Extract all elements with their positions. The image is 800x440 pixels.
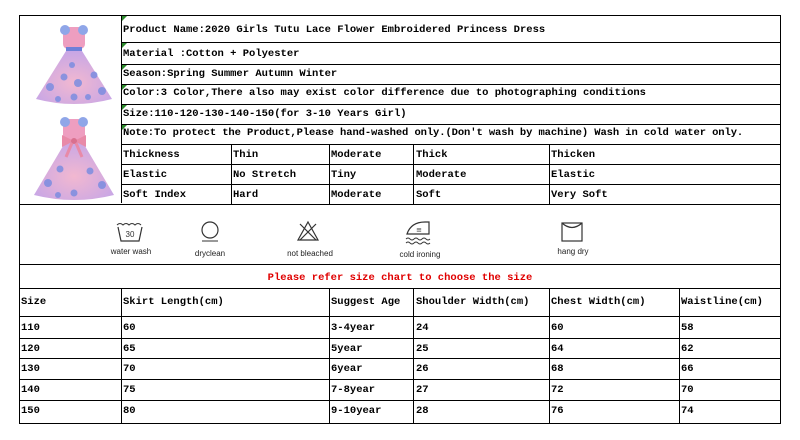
prop-soft-hard: Hard [233, 189, 259, 201]
product-note: Note:To protect the Product,Please hand-washed only.(Don't wash by machine) Wash in cold water only. [123, 127, 744, 139]
corner-mark [122, 16, 127, 21]
size-chart-notice: Please refer size chart to choose the size [267, 272, 533, 284]
table-cell: 6year [331, 363, 363, 375]
table-cell: 130 [21, 363, 40, 375]
table-cell: 25 [416, 343, 429, 355]
col-header-skirt-length: Skirt Length(cm) [123, 296, 224, 308]
prop-thickness-thick: Thick [416, 149, 448, 161]
prop-label-elastic: Elastic [123, 169, 168, 181]
prop-elastic-moderate: Moderate [416, 169, 467, 181]
product-size: Size:110-120-130-140-150(for 3-10 Years Girl) [123, 108, 407, 120]
product-image-front [28, 17, 120, 109]
corner-mark [122, 125, 127, 130]
prop-soft-moderate: Moderate [331, 189, 382, 201]
table-cell: 74 [681, 405, 694, 417]
care-label-dryclean: dryclean [194, 249, 226, 258]
prop-soft-soft: Soft [416, 189, 442, 201]
table-cell: 28 [416, 405, 429, 417]
product-color: Color:3 Color,There also may exist color difference due to photographing conditions [123, 87, 646, 99]
table-cell: 75 [123, 384, 136, 396]
table-cell: 72 [551, 384, 564, 396]
table-cell: 62 [681, 343, 694, 355]
not-bleached-icon [296, 220, 320, 242]
table-cell: 120 [21, 343, 40, 355]
table-cell: 26 [416, 363, 429, 375]
table-cell: 66 [681, 363, 694, 375]
col-header-chest-width: Chest Width(cm) [551, 296, 646, 308]
col-header-size: Size [21, 296, 47, 308]
table-cell: 76 [551, 405, 564, 417]
product-season: Season:Spring Summer Autumn Winter [123, 68, 338, 80]
prop-elastic-no-stretch: No Stretch [233, 169, 297, 181]
corner-mark [122, 43, 127, 48]
table-cell: 64 [551, 343, 564, 355]
table-cell: 80 [123, 405, 136, 417]
care-label-cold-ironing: cold ironing [399, 250, 441, 259]
corner-mark [122, 65, 127, 70]
prop-elastic-elastic: Elastic [551, 169, 596, 181]
table-cell: 24 [416, 322, 429, 334]
table-cell: 70 [123, 363, 136, 375]
prop-thickness-thin: Thin [233, 149, 259, 161]
prop-label-thickness: Thickness [123, 149, 180, 161]
care-label-water-wash: water wash [110, 247, 152, 256]
iron-marks-label: ≡ [416, 226, 422, 234]
product-name: Product Name:2020 Girls Tutu Lace Flower Embroidered Princess Dress [123, 24, 546, 36]
water-wash-icon [116, 222, 144, 242]
table-cell: 68 [551, 363, 564, 375]
corner-mark [122, 85, 127, 90]
table-cell: 70 [681, 384, 694, 396]
corner-mark [122, 105, 127, 110]
table-cell: 5year [331, 343, 363, 355]
care-label-hang-dry: hang dry [557, 247, 589, 256]
table-cell: 60 [551, 322, 564, 334]
cold-ironing-icon [403, 216, 433, 246]
table-cell: 9-10year [331, 405, 382, 417]
table-cell: 58 [681, 322, 694, 334]
hang-dry-icon [560, 218, 584, 242]
product-material: Material :Cotton + Polyester [123, 48, 300, 60]
prop-elastic-tiny: Tiny [331, 169, 357, 181]
care-label-not-bleached: not bleached [287, 249, 333, 258]
prop-thickness-thicken: Thicken [551, 149, 596, 161]
col-header-shoulder-width: Shoulder Width(cm) [416, 296, 530, 308]
product-image-back [28, 111, 120, 203]
table-cell: 7-8year [331, 384, 376, 396]
table-cell: 27 [416, 384, 429, 396]
prop-label-soft-index: Soft Index [123, 189, 187, 201]
dryclean-icon [200, 220, 220, 244]
prop-thickness-moderate: Moderate [331, 149, 382, 161]
col-header-suggest-age: Suggest Age [331, 296, 401, 308]
table-cell: 140 [21, 384, 40, 396]
table-cell: 60 [123, 322, 136, 334]
prop-soft-very-soft: Very Soft [551, 189, 608, 201]
table-cell: 65 [123, 343, 136, 355]
table-cell: 110 [21, 322, 40, 334]
table-cell: 3-4year [331, 322, 376, 334]
wash-temp-label: 30 [125, 230, 135, 239]
col-header-waistline: Waistline(cm) [681, 296, 763, 308]
table-cell: 150 [21, 405, 40, 417]
